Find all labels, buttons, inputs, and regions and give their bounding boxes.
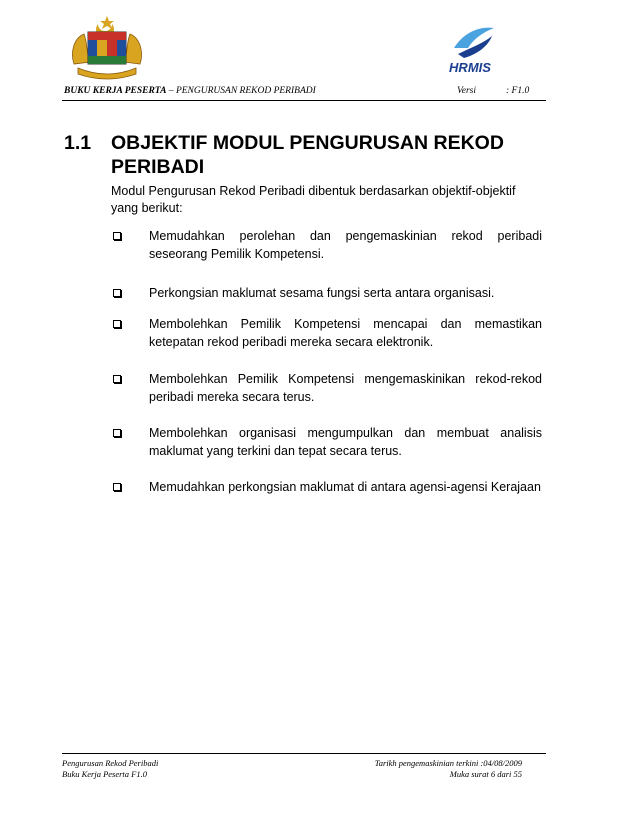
list-item [111,315,542,370]
hrmis-logo [430,22,510,76]
footer-book-version: Buku Kerja Peserta F1.0 [62,769,147,779]
footer-update-date: Tarikh pengemaskinian terkini :04/08/2009 [374,758,522,768]
list-item-text: Memudahkan perkongsian maklumat di antara agensi-agensi Kerajaan [149,480,541,494]
checkbox-bullet-icon [113,375,121,383]
footer-module-name: Pengurusan Rekod Peribadi [62,758,159,768]
list-item-text: Memudahkan perolehan dan pengemaskinian rekod peribadi seseorang Pemilik Kompetensi. [149,229,542,261]
hrmis-logo-text: HRMIS [449,60,491,75]
checkbox-bullet-icon [113,289,121,297]
jata-negara-logo [68,14,146,80]
version-value: : F1.0 [506,86,530,96]
section-number: 1.1 [64,132,92,154]
checkbox-bullet-icon [113,320,121,328]
list-item [111,424,542,478]
book-title: BUKU KERJA PESERTA [64,86,167,96]
intro-paragraph: Modul Pengurusan Rekod Peribadi dibentuk berdasarkan objektif-objektif yang berikut: [111,184,516,215]
list-item [111,370,542,424]
version-label: Versi [457,86,476,96]
list-item [111,284,542,315]
footer-page-number: Muka surat 6 dari 55 [449,769,522,779]
header-title [64,86,316,96]
section-title: OBJEKTIF MODUL PENGURUSAN REKOD PERIBADI [111,132,504,178]
list-item-text: Perkongsian maklumat sesama fungsi serta antara organisasi. [149,286,495,300]
list-item [111,227,542,284]
objective-list [111,227,542,518]
checkbox-bullet-icon [113,232,121,240]
module-title: – PENGURUSAN REKOD PERIBADI [168,86,316,96]
list-item-text: Membolehkan Pemilik Kompetensi mengemaskinikan rekod-rekod peribadi mereka secara terus. [149,372,542,404]
list-item-text: Membolehkan Pemilik Kompetensi mencapai dan memastikan ketepatan rekod peribadi mereka secara elektronik. [149,317,542,349]
list-item [111,478,542,518]
checkbox-bullet-icon [113,429,121,437]
list-item-text: Membolehkan organisasi mengumpulkan dan membuat analisis maklumat yang terkini dan tepat secara terus. [149,426,542,458]
page-footer [62,753,546,779]
page-header [62,84,546,101]
checkbox-bullet-icon [113,483,121,491]
